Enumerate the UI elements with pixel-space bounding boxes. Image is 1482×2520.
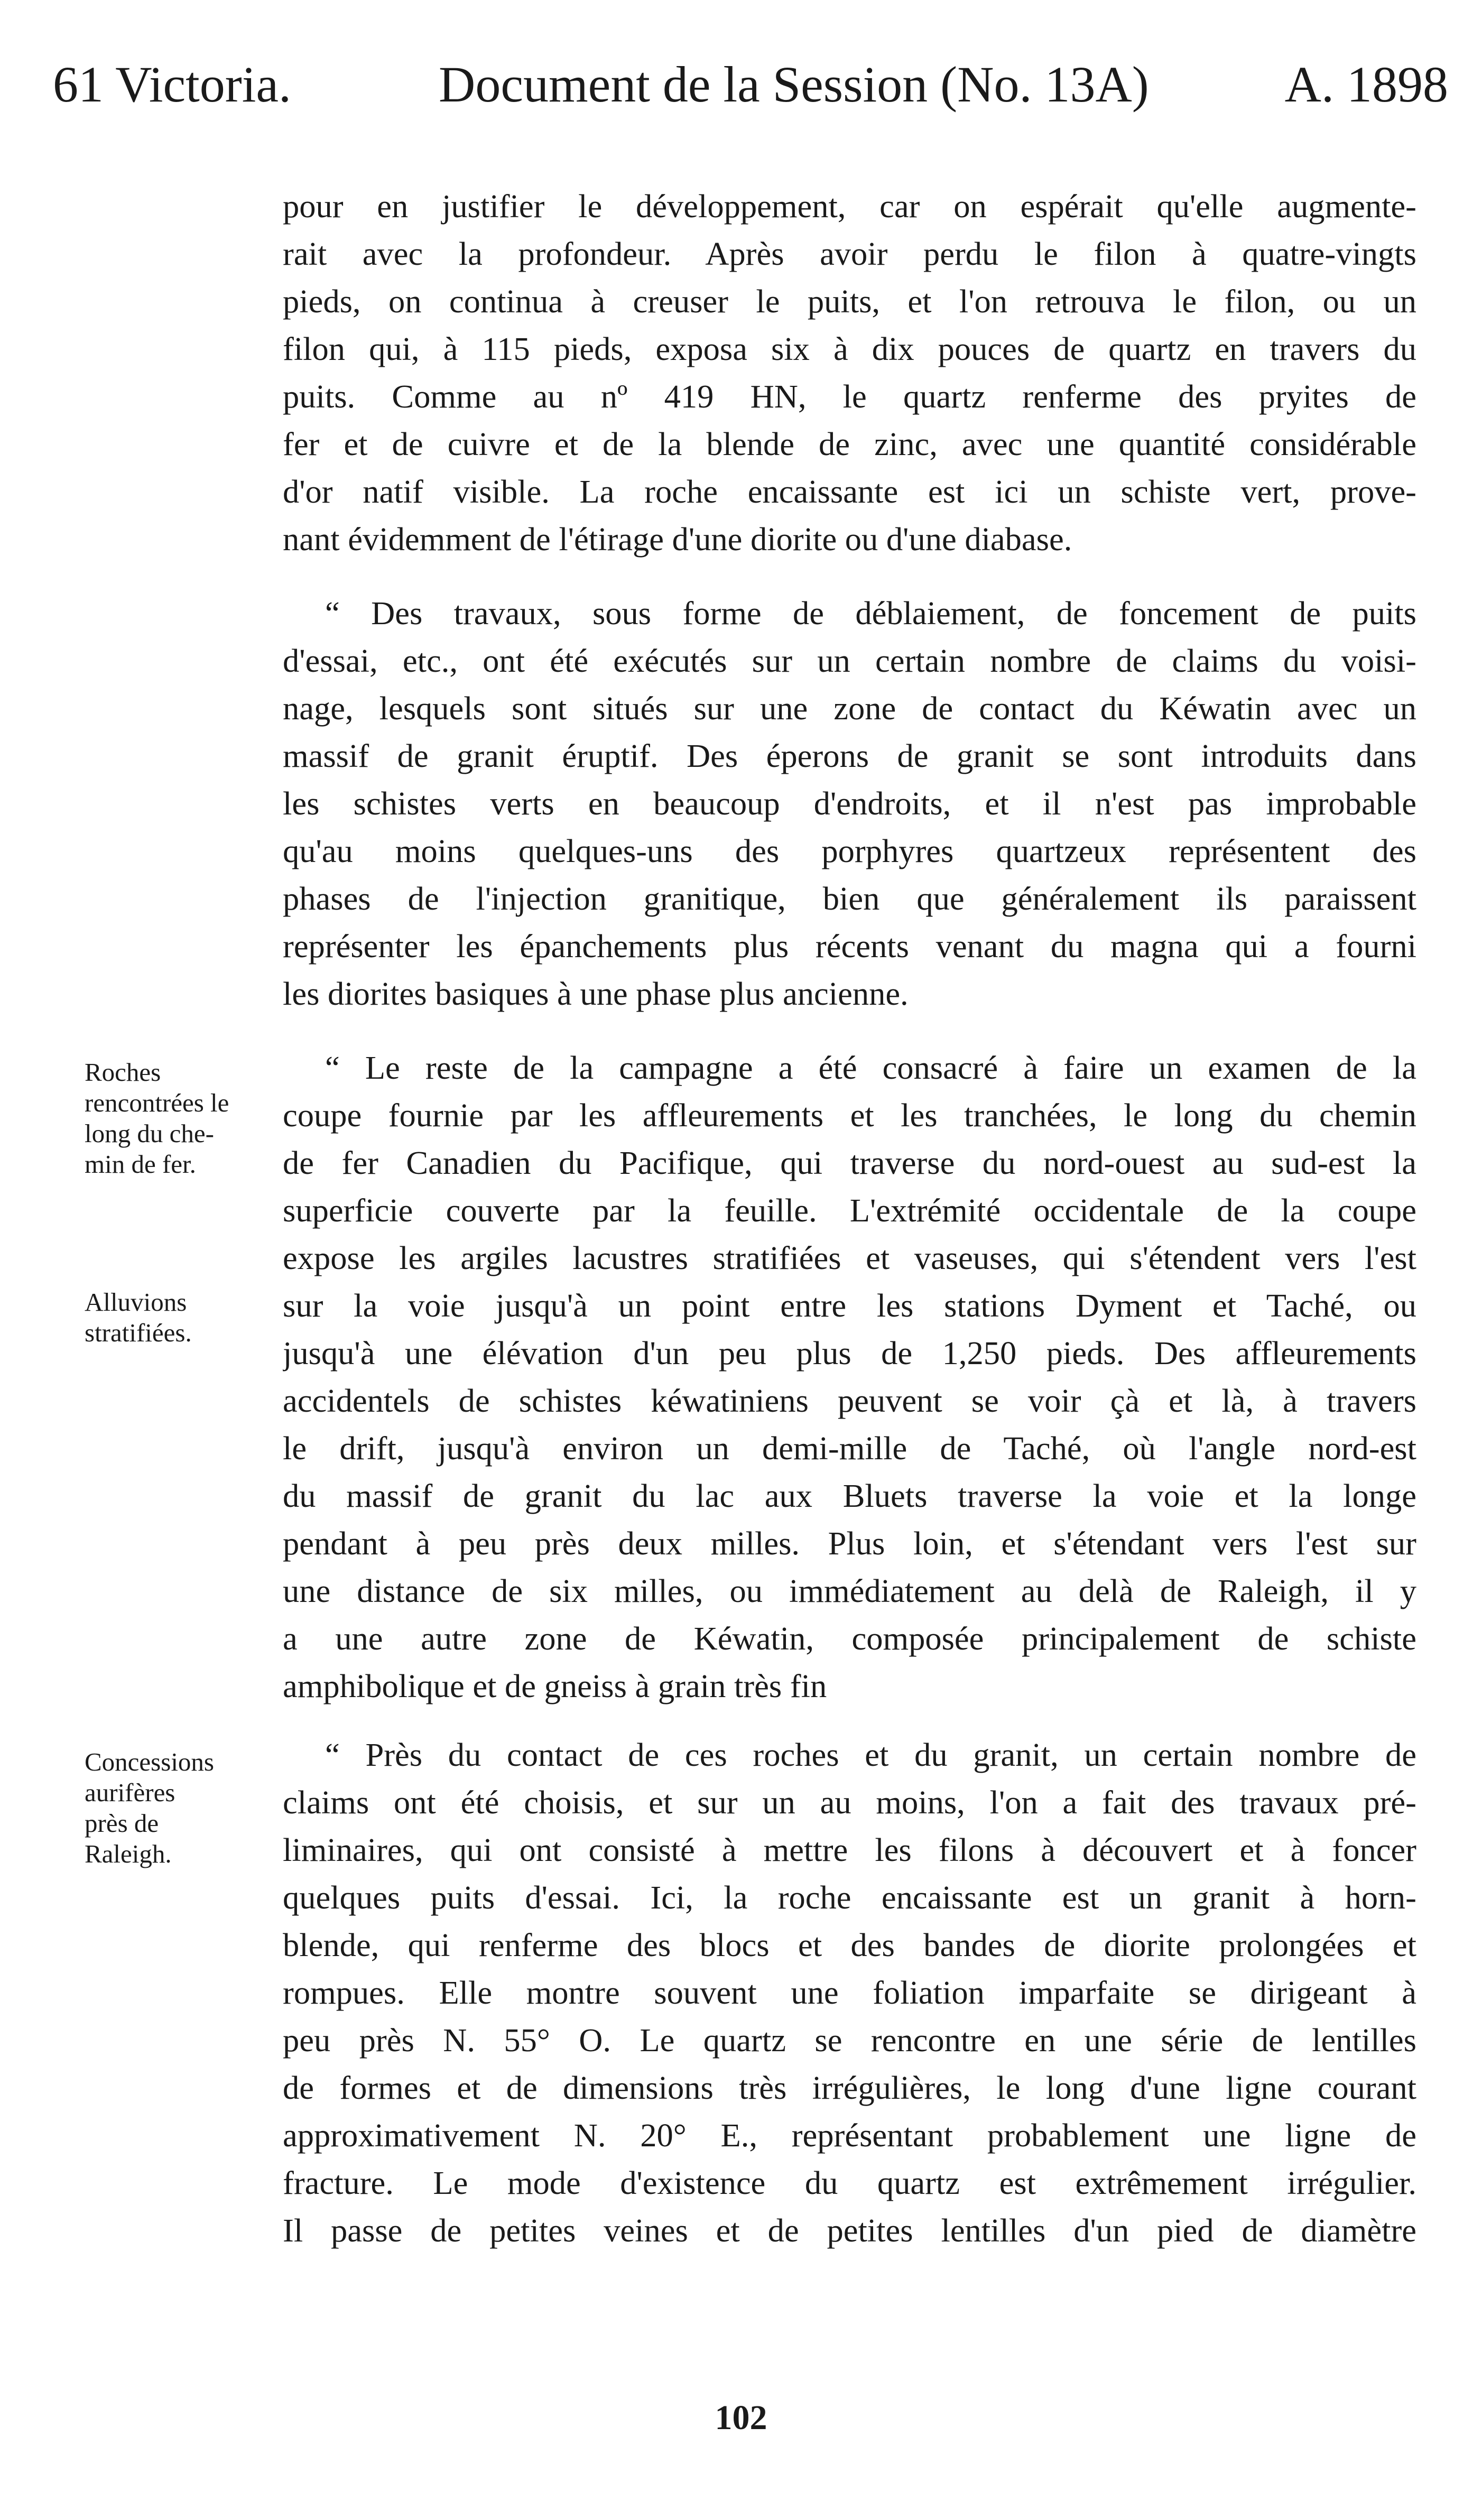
text-line: nage, lesquels sont situés sur une zone de contact du Kéwatin avec un: [283, 690, 1416, 727]
paragraph-1: [283, 182, 1416, 563]
text-line: fracture. Le mode d'existence du quartz est extrêmement irrégulier.: [283, 2164, 1416, 2201]
text-line: le drift, jusqu'à environ un demi-mille de Taché, où l'angle nord-est: [283, 1430, 1416, 1467]
text-line: “ Près du contact de ces roches et du granit, un certain nombre de: [325, 1736, 1416, 1773]
margin-note-line: Concessions: [85, 1747, 214, 1776]
page-number: 102: [715, 2398, 767, 2437]
text-line: liminaires, qui ont consisté à mettre les filons à découvert et à foncer: [283, 1831, 1416, 1868]
text-line: puits. Comme au nº 419 HN, le quartz renferme des pryites de: [283, 378, 1416, 415]
margin-note-line: près de: [85, 1809, 159, 1838]
margin-note-line: Roches: [85, 1058, 161, 1087]
margin-note-line: rencontrées le: [85, 1088, 229, 1117]
text-line: peu près N. 55° O. Le quartz se rencontre en une série de lentilles: [283, 2022, 1416, 2059]
margin-note-line: Alluvions: [85, 1287, 187, 1317]
paragraph-3: [283, 1044, 1416, 1710]
text-line: amphibolique et de gneiss à grain très fin: [283, 1667, 827, 1704]
paragraph-4: [283, 1731, 1416, 2254]
text-line: superficie couverte par la feuille. L'extrémité occidentale de la coupe: [283, 1192, 1416, 1229]
margin-note-line: Raleigh.: [85, 1839, 172, 1868]
text-line: du massif de granit du lac aux Bluets traverse la voie et la longe: [283, 1477, 1416, 1514]
text-line: de fer Canadien du Pacifique, qui traverse du nord-ouest au sud-est la: [283, 1144, 1416, 1181]
text-line: d'or natif visible. La roche encaissante est ici un schiste vert, prove-: [283, 473, 1416, 510]
text-line: quelques puits d'essai. Ici, la roche encaissante est un granit à horn-: [283, 1879, 1416, 1916]
text-line: “ Le reste de la campagne a été consacré à faire un examen de la: [325, 1049, 1416, 1086]
header-year: A. 1898: [1284, 56, 1448, 113]
running-header: [53, 50, 1448, 119]
margin-note-line: stratifiées.: [85, 1318, 192, 1347]
text-line: rait avec la profondeur. Après avoir perdu le filon à quatre-vingts: [283, 235, 1416, 272]
margin-note-line: aurifères: [85, 1778, 175, 1807]
margin-note-concessions: [85, 1747, 272, 1869]
text-line: claims ont été choisis, et sur un au moins, l'on a fait des travaux pré-: [283, 1784, 1416, 1821]
text-line: phases de l'injection granitique, bien que généralement ils paraissent: [283, 880, 1416, 917]
text-line: les diorites basiques à une phase plus ancienne.: [283, 975, 909, 1012]
margin-note-line: long du che-: [85, 1119, 214, 1148]
text-line: expose les argiles lacustres stratifiées et vaseuses, qui s'étendent vers l'est: [283, 1239, 1416, 1276]
text-line: représenter les épanchements plus récents venant du magna qui a fourni: [283, 928, 1416, 965]
text-line: de formes et de dimensions très irrégulières, le long d'une ligne courant: [283, 2069, 1416, 2106]
text-line: pieds, on continua à creuser le puits, et l'on retrouva le filon, ou un: [283, 283, 1416, 320]
text-line: pendant à peu près deux milles. Plus loin, et s'étendant vers l'est sur: [283, 1525, 1416, 1562]
text-line: Il passe de petites veines et de petites lentilles d'un pied de diamètre: [283, 2212, 1416, 2249]
text-line: blende, qui renferme des blocs et des bandes de diorite prolongées et: [283, 1926, 1416, 1963]
margin-note-roches: [85, 1057, 272, 1180]
text-line: fer et de cuivre et de la blende de zinc, avec une quantité considérable: [283, 425, 1416, 462]
text-line: d'essai, etc., ont été exécutés sur un certain nombre de claims du voisi-: [283, 642, 1416, 679]
header-document-title: Document de la Session (No. 13A): [439, 56, 1149, 113]
text-line: filon qui, à 115 pieds, exposa six à dix pouces de quartz en travers du: [283, 330, 1416, 367]
text-line: sur la voie jusqu'à un point entre les stations Dyment et Taché, ou: [283, 1287, 1416, 1324]
text-line: massif de granit éruptif. Des éperons de granit se sont introduits dans: [283, 737, 1416, 774]
text-line: a une autre zone de Kéwatin, composée principalement de schiste: [283, 1620, 1416, 1657]
text-line: jusqu'à une élévation d'un peu plus de 1,250 pieds. Des affleurements: [283, 1335, 1416, 1372]
paragraph-2: [283, 589, 1416, 1017]
text-line: une distance de six milles, ou immédiatement au delà de Raleigh, il y: [283, 1572, 1416, 1609]
text-line: pour en justifier le développement, car on espérait qu'elle augmente-: [283, 188, 1416, 225]
text-line: approximativement N. 20° E., représentant probablement une ligne de: [283, 2117, 1416, 2154]
margin-note-alluvions: [85, 1287, 272, 1348]
text-line: coupe fournie par les affleurements et les tranchées, le long du chemin: [283, 1097, 1416, 1134]
text-line: nant évidemment de l'étirage d'une diorite ou d'une diabase.: [283, 521, 1072, 558]
text-line: accidentels de schistes kéwatiniens peuvent se voir çà et là, à travers: [283, 1382, 1416, 1419]
text-line: “ Des travaux, sous forme de déblaiement, de foncement de puits: [325, 595, 1416, 632]
header-session-year: 61 Victoria.: [53, 56, 292, 113]
margin-note-line: min de fer.: [85, 1150, 196, 1179]
text-line: qu'au moins quelques-uns des porphyres quartzeux représentent des: [283, 832, 1416, 869]
text-line: les schistes verts en beaucoup d'endroits, et il n'est pas improbable: [283, 785, 1416, 822]
text-line: rompues. Elle montre souvent une foliation imparfaite se dirigeant à: [283, 1974, 1416, 2011]
